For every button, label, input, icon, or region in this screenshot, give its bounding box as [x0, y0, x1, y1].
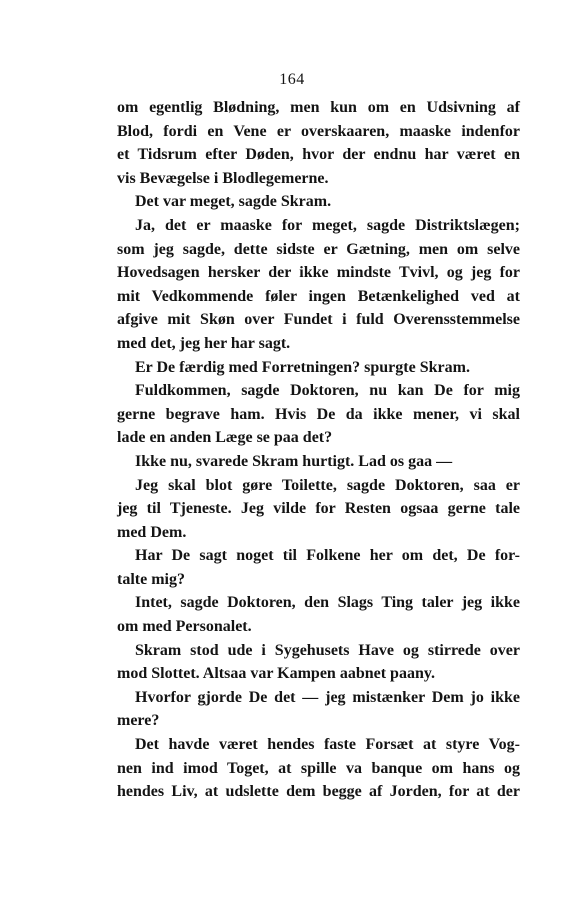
text-line: Det havde været hendes faste Forsæt at styre Vog-	[135, 736, 520, 754]
text-line: et Tidsrum efter Døden, hvor der endnu har været en	[117, 146, 520, 164]
text-line: som jeg sagde, dette sidste er Gætning, men om selve	[117, 240, 520, 258]
text-line: mit Vedkommende føler ingen Betænkelighed ved at	[117, 287, 520, 305]
text-line: Skram stod ude i Sygehusets Have og stirrede over	[135, 641, 520, 659]
text-line: Ikke nu, svarede Skram hurtigt. Lad os gaa —	[135, 452, 453, 470]
text-line: om med Personalet.	[117, 618, 252, 636]
text-line: Hvorfor gjorde De det — jeg mistænker Dem jo ikke	[135, 688, 520, 706]
text-line: med det, jeg her har sagt.	[117, 334, 291, 352]
text-line: lade en anden Læge se paa det?	[117, 429, 333, 447]
text-line: Intet, sagde Doktoren, den Slags Ting taler jeg ikke	[135, 594, 520, 612]
text-line: vis Bevægelse i Blodlegemerne.	[117, 169, 329, 187]
text-line: mere?	[117, 712, 160, 730]
text-line: Er De færdig med Forretningen? spurgte Skram.	[135, 358, 470, 376]
text-line: Det var meget, sagde Skram.	[135, 193, 332, 211]
text-line: Fuldkommen, sagde Doktoren, nu kan De for mig	[135, 382, 520, 400]
text-line: mod Slottet. Altsaa var Kampen aabnet paany.	[117, 665, 435, 683]
text-line: hendes Liv, at udslette dem begge af Jorden, for at der	[117, 783, 520, 801]
text-line: om egentlig Blødning, men kun om en Udsivning af	[117, 99, 520, 116]
body-text	[117, 96, 520, 804]
text-line: Hovedsagen hersker der ikke mindste Tvivl, og jeg for	[117, 264, 520, 282]
text-line: Jeg skal blot gøre Toilette, sagde Doktoren, saa er	[135, 476, 520, 494]
page-number: 164	[279, 71, 305, 88]
text-line: med Dem.	[117, 523, 187, 541]
text-line: Ja, det er maaske for meget, sagde Distriktslægen;	[135, 216, 520, 234]
text-line: nen ind imod Toget, at spille va banque om hans og	[117, 759, 520, 777]
text-line: Blod, fordi en Vene er overskaaren, maaske indenfor	[117, 122, 520, 140]
text-line: Har De sagt noget til Folkene her om det, De for-	[135, 547, 520, 565]
text-line: talte mig?	[117, 570, 185, 588]
text-line: gerne begrave ham. Hvis De da ikke mener, vi skal	[117, 405, 520, 423]
text-line: afgive mit Skøn over Fundet i fuld Overensstemmelse	[117, 311, 520, 329]
text-line: jeg til Tjeneste. Jeg vilde for Resten ogsaa gerne tale	[117, 500, 520, 518]
